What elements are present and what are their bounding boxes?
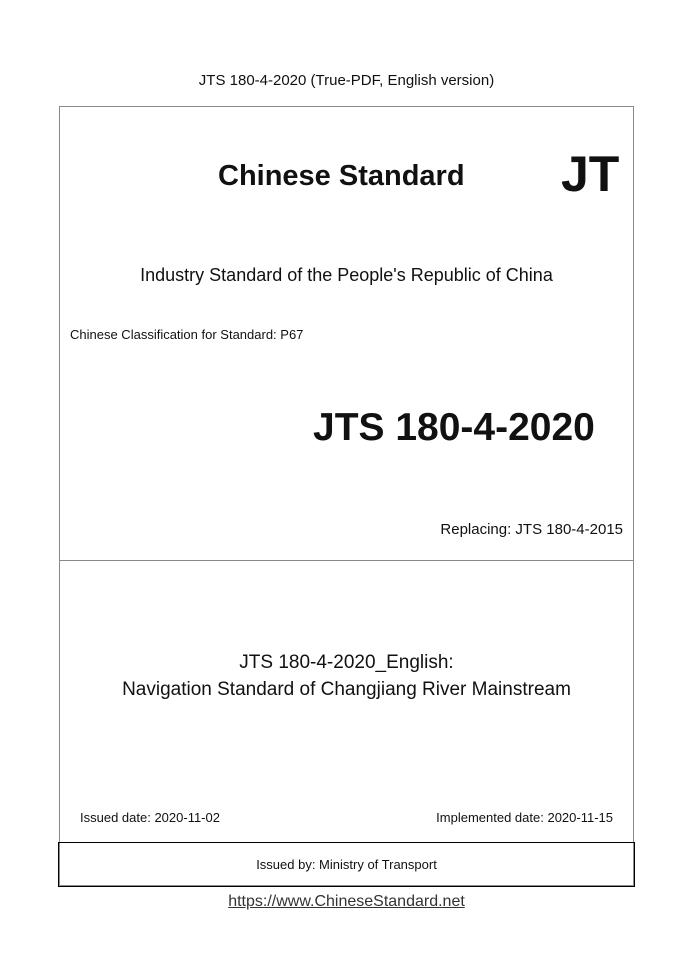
issued-date: Issued date: 2020-11-02 — [80, 810, 220, 825]
footer-link[interactable]: https://www.ChineseStandard.net — [228, 893, 465, 910]
category-code: JT — [561, 146, 620, 202]
industry-line: Industry Standard of the People's Republic of China — [140, 265, 553, 285]
issued-by: Issued by: Ministry of Transport — [256, 857, 437, 872]
cover-frame — [59, 106, 634, 886]
cover-divider — [59, 560, 634, 561]
implemented-date: Implemented date: 2020-11-15 — [436, 810, 613, 825]
document-title-line1: JTS 180-4-2020_English: — [239, 652, 454, 673]
cover-title: Chinese Standard — [218, 160, 465, 192]
document-title-line2: Navigation Standard of Changjiang River Mainstream — [122, 679, 571, 700]
page-header: JTS 180-4-2020 (True-PDF, English version) — [198, 72, 495, 89]
standard-code: JTS 180-4-2020 — [313, 406, 595, 449]
classification-line: Chinese Classification for Standard: P67 — [70, 327, 304, 342]
replacing-line: Replacing: JTS 180-4-2015 — [440, 521, 623, 538]
